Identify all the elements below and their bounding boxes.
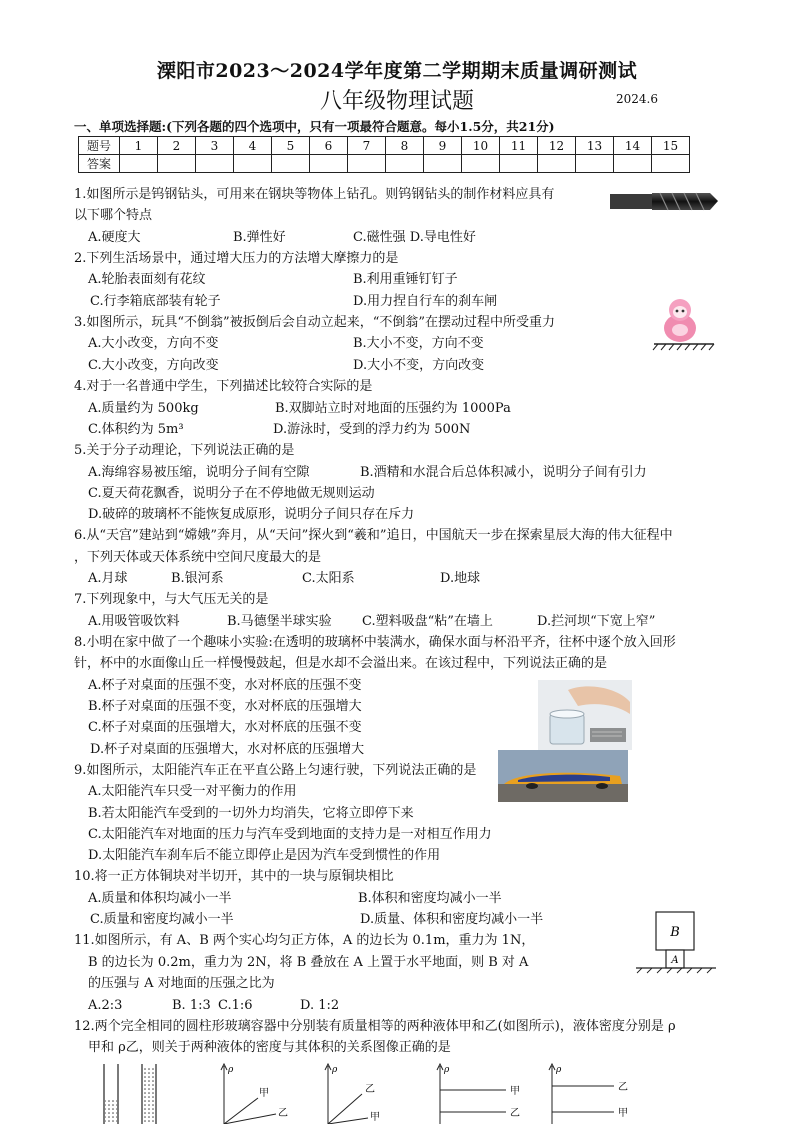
q7-stem: 7.下列现象中，与大气压无关的是 <box>74 592 269 607</box>
number-cell: 11 <box>500 137 538 155</box>
jia-label: 甲 <box>370 1112 380 1123</box>
q8-stem-line1: 8.小明在家中做了一个趣味小实验:在透明的玻璃杯中装满水，确保水面与杯沿平齐，往杯中逐个放入回形 <box>74 635 676 650</box>
q5-option-a: A.海绵容易被压缩，说明分子间有空隙 <box>88 465 310 480</box>
answer-cell[interactable] <box>348 155 386 173</box>
number-cell: 3 <box>196 137 234 155</box>
q10-option-a: A.质量和体积均减小一半 <box>88 891 232 906</box>
q10-option-b: B.体积和密度均减小一半 <box>358 891 502 906</box>
answer-cell[interactable] <box>158 155 196 173</box>
answer-table <box>78 136 690 173</box>
number-cell: 4 <box>234 137 272 155</box>
q6-stem-line1: 6.从“天宫”建站到“嫦娥”奔月，从“天问”探火到“羲和”追日，中国航天一步在探索星辰大海的伟大征程中 <box>74 528 673 543</box>
q1-option-a: A.硬度大 <box>88 230 141 245</box>
q8-stem-line2: 针，杯中的水面像山丘一样慢慢鼓起，但是水却不会溢出来。在该过程中，下列说法正确的是 <box>74 656 608 671</box>
answer-cell[interactable] <box>538 155 576 173</box>
rho-label: ρ <box>444 1065 450 1075</box>
tumbler-toy-image <box>646 292 718 354</box>
q10-option-d: D.质量、体积和密度均减小一半 <box>360 912 544 927</box>
q7-option-c: C.塑料吸盘“粘”在墙上 <box>362 614 493 629</box>
answer-cell[interactable] <box>272 155 310 173</box>
answer-cell[interactable] <box>424 155 462 173</box>
answer-cell[interactable] <box>500 155 538 173</box>
q11-stem-line2: B 的边长为 0.2m，重力为 2N，将 B 叠放在 A 上置于水平地面，则 B 对 A <box>88 955 529 970</box>
q6-option-d: D.地球 <box>440 571 481 586</box>
q9-option-c: C.太阳能汽车对地面的压力与汽车受到地面的支持力是一对相互作用力 <box>88 827 492 842</box>
graph-option-d <box>544 1062 654 1124</box>
answer-cell[interactable] <box>652 155 690 173</box>
yi-label: 乙 <box>618 1082 628 1093</box>
answer-row <box>79 155 690 173</box>
answer-cell[interactable] <box>576 155 614 173</box>
q8-option-a: A.杯子对桌面的压强不变，水对杯底的压强不变 <box>88 678 362 693</box>
number-cell: 7 <box>348 137 386 155</box>
graph-option-a <box>214 1062 294 1124</box>
answer-cell[interactable] <box>386 155 424 173</box>
q5-option-c: C.夏天荷花飘香，说明分子在不停地做无规则运动 <box>88 486 375 501</box>
q3-option-c: C.大小改变，方向改变 <box>88 358 219 373</box>
q5-option-b: B.酒精和水混合后总体积减小，说明分子间有引力 <box>360 465 647 480</box>
q7-option-a: A.用吸管吸饮料 <box>88 614 180 629</box>
q9-option-a: A.太阳能汽车只受一对平衡力的作用 <box>88 784 297 799</box>
q3-option-d: D.大小不变，方向改变 <box>353 358 485 373</box>
rho-label: ρ <box>556 1065 562 1075</box>
q8-option-c: C.杯子对桌面的压强增大，水对杯底的压强不变 <box>88 720 362 735</box>
q11-stem-line1: 11.如图所示，有 A、B 两个实心均匀正方体，A 的边长为 0.1m，重力为 1N， <box>74 933 535 948</box>
q5-option-d: D.破碎的玻璃杯不能恢复成原形，说明分子间只存在斥力 <box>88 507 415 522</box>
q10-option-c: C.质量和密度均减小一半 <box>90 912 234 927</box>
row-label-answer: 答案 <box>79 155 120 173</box>
q4-option-a: A.质量约为 500kg <box>88 401 199 416</box>
q6-stem-line2: ，下列天体或天体系统中空间尺度最大的是 <box>74 550 322 565</box>
q4-stem: 4.对于一名普通中学生，下列描述比较符合实际的是 <box>74 379 373 394</box>
exam-title: 溧阳市2023～2024学年度第二学期期末质量调研测试 <box>156 60 638 82</box>
q12-stem-line1: 12.两个完全相同的圆柱形玻璃容器中分别装有质量相等的两种液体甲和乙(如图所示)，液体密度分别是 ρ <box>74 1019 676 1034</box>
number-cell: 14 <box>614 137 652 155</box>
number-row <box>79 137 690 155</box>
graph-option-b <box>318 1062 398 1124</box>
yi-label: 乙 <box>365 1084 375 1095</box>
q8-option-b: B.杯子对桌面的压强不变，水对杯底的压强增大 <box>88 699 362 714</box>
number-cell: 5 <box>272 137 310 155</box>
number-cell: 9 <box>424 137 462 155</box>
yi-label: 乙 <box>510 1108 520 1119</box>
cube-b-label: B <box>670 925 680 940</box>
answer-cell[interactable] <box>196 155 234 173</box>
q3-option-a: A.大小改变，方向不变 <box>88 336 219 351</box>
q11-option-d: D. 1:2 <box>300 998 340 1013</box>
graph-option-c <box>432 1062 542 1124</box>
q1-stem-line2: 以下哪个特点 <box>74 208 153 223</box>
glass-paperclip-image <box>538 680 632 750</box>
number-cell: 10 <box>462 137 500 155</box>
q2-option-b: B.利用重锤钉钉子 <box>353 272 458 287</box>
stacked-cubes-diagram <box>634 908 718 974</box>
q12-stem-line2: 甲和 ρ乙，则关于两种液体的密度与其体积的关系图像正确的是 <box>88 1040 451 1055</box>
answer-cell[interactable] <box>310 155 348 173</box>
section-heading: 一、单项选择题:(下列各题的四个选项中，只有一项最符合题意。每小1.5分，共21分) <box>74 119 555 134</box>
drill-bit-image <box>608 187 720 217</box>
q6-option-b: B.银河系 <box>171 571 224 586</box>
q7-option-b: B.马德堡半球实验 <box>227 614 332 629</box>
rho-label: ρ <box>228 1065 234 1075</box>
jia-label: 甲 <box>259 1088 269 1099</box>
q2-stem: 2.下列生活场景中，通过增大压力的方法增大摩擦力的是 <box>74 251 399 266</box>
container-yi <box>142 1064 156 1124</box>
q1-option-cd: C.磁性强 D.导电性好 <box>353 230 476 245</box>
answer-cell[interactable] <box>120 155 158 173</box>
q6-option-c: C.太阳系 <box>302 571 355 586</box>
q9-option-d: D.太阳能汽车刹车后不能立即停止是因为汽车受到惯性的作用 <box>88 848 441 863</box>
q9-stem: 9.如图所示，太阳能汽车正在平直公路上匀速行驶，下列说法正确的是 <box>74 763 477 778</box>
number-cell: 8 <box>386 137 424 155</box>
exam-subtitle: 八年级物理试题 <box>319 89 474 114</box>
cube-a-label: A <box>671 955 679 966</box>
solar-car-image <box>498 750 628 802</box>
q10-stem: 10.将一正方体铜块对半切开，其中的一块与原铜块相比 <box>74 869 394 884</box>
q11-option-c: C.1:6 <box>218 998 253 1013</box>
q6-option-a: A.月球 <box>88 571 128 586</box>
number-cell: 12 <box>538 137 576 155</box>
jia-label: 甲 <box>510 1086 520 1097</box>
q9-option-b: B.若太阳能汽车受到的一切外力均消失，它将立即停下来 <box>88 806 414 821</box>
q2-option-a: A.轮胎表面刻有花纹 <box>88 272 206 287</box>
exam-date: 2024.6 <box>616 92 658 106</box>
rho-label: ρ <box>332 1065 338 1075</box>
q11-option-b: B. 1:3 <box>172 998 211 1013</box>
q4-option-c: C.体积约为 5m³ <box>88 422 184 437</box>
answer-cell[interactable] <box>234 155 272 173</box>
two-containers-diagram <box>96 1060 166 1124</box>
q7-option-d: D.拦河坝“下宽上窄” <box>537 614 656 629</box>
q4-option-b: B.双脚站立时对地面的压强约为 1000Pa <box>275 401 511 416</box>
q2-option-d: D.用力捏自行车的刹车闸 <box>353 294 498 309</box>
number-cell: 1 <box>120 137 158 155</box>
q2-option-c: C.行李箱底部装有轮子 <box>90 294 221 309</box>
number-cell: 2 <box>158 137 196 155</box>
number-cell: 15 <box>652 137 690 155</box>
q3-stem: 3.如图所示，玩具“不倒翁”被扳倒后会自动立起来，“不倒翁”在摆动过程中所受重力 <box>74 315 555 330</box>
q11-option-a: A.2:3 <box>88 998 123 1013</box>
q8-option-d: D.杯子对桌面的压强增大，水对杯底的压强增大 <box>90 742 365 757</box>
q3-option-b: B.大小不变，方向不变 <box>353 336 484 351</box>
number-cell: 6 <box>310 137 348 155</box>
q1-stem-line1: 1.如图所示是钨钢钻头，可用来在钢块等物体上钻孔。则钨钢钻头的制作材料应具有 <box>74 187 555 202</box>
answer-cell[interactable] <box>462 155 500 173</box>
q11-stem-line3: 的压强与 A 对地面的压强之比为 <box>88 976 275 991</box>
yi-label: 乙 <box>278 1108 288 1119</box>
jia-label: 甲 <box>618 1108 628 1119</box>
q1-option-b: B.弹性好 <box>233 230 286 245</box>
q4-option-d: D.游泳时，受到的浮力约为 500N <box>273 422 471 437</box>
q5-stem: 5.关于分子动理论，下列说法正确的是 <box>74 443 295 458</box>
number-cell: 13 <box>576 137 614 155</box>
answer-cell[interactable] <box>614 155 652 173</box>
container-jia <box>104 1064 118 1124</box>
row-label-number: 题号 <box>79 137 120 155</box>
